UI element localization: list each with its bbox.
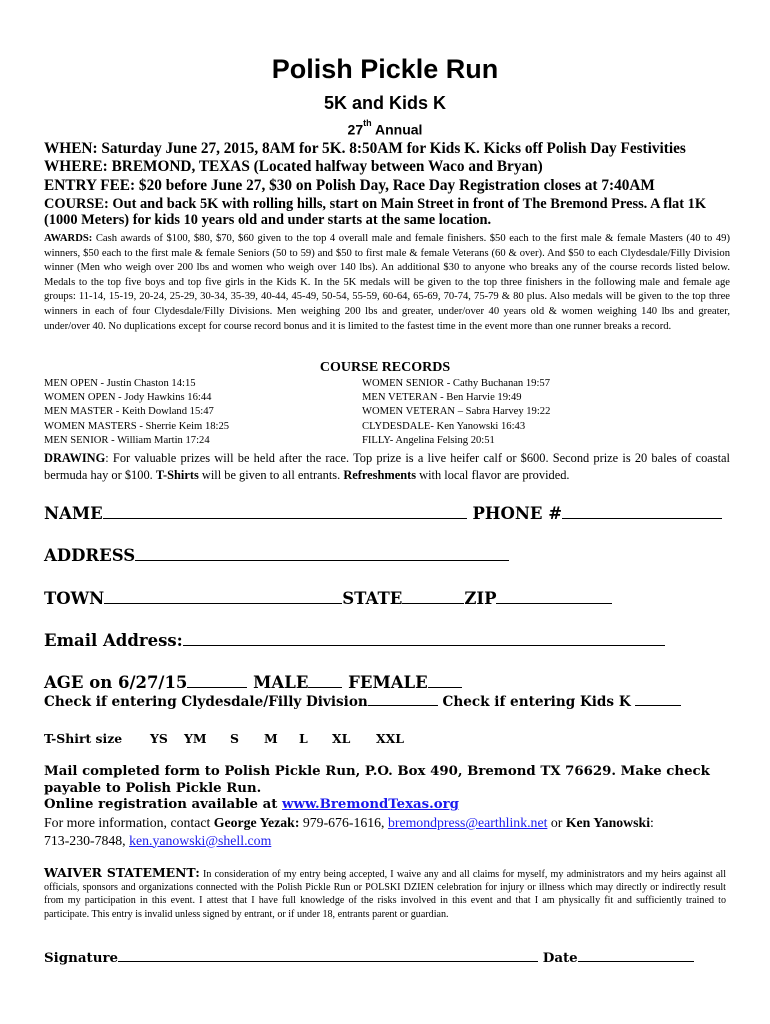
- annual-word: Annual: [375, 121, 423, 138]
- records-left-column: [44, 377, 229, 448]
- contact-phone-1: 979-676-1616,: [299, 815, 388, 830]
- website-link[interactable]: www.BremondTexas.org: [282, 797, 459, 812]
- when-line: WHEN: Saturday June 27, 2015, 8AM for 5K. 8:50AM for Kids K. Kicks off Polish Day Festivities: [44, 140, 686, 157]
- male-checkbox[interactable]: [308, 672, 342, 688]
- tshirt-size-row: [44, 731, 404, 746]
- size-option-ym[interactable]: YM: [184, 731, 207, 746]
- drawing-text: : For valuable prizes will be held after the race. Top prize is a live heifer calf or $600. Second prize is 20 bales of coastal bermuda hay or $100.: [44, 451, 730, 482]
- age-label: AGE on 6/27/15: [44, 673, 188, 692]
- contact-name-2: Ken Yanowski: [565, 815, 651, 830]
- record-item: WOMEN OPEN - Jody Hawkins 16:44: [44, 392, 212, 404]
- date-label: Date: [542, 950, 578, 966]
- town-state-zip-row: [44, 588, 612, 608]
- record-item: MEN SENIOR - William Martin 17:24: [44, 434, 210, 446]
- name-field[interactable]: [103, 503, 467, 519]
- age-field[interactable]: [187, 672, 247, 688]
- tshirts-label: T-Shirts: [155, 468, 199, 482]
- page-title: Polish Pickle Run: [271, 54, 499, 84]
- phone-label: PHONE #: [472, 504, 563, 523]
- kids-label: Check if entering Kids K: [442, 694, 631, 710]
- size-option-xxl[interactable]: XXL: [376, 731, 404, 746]
- annual-suffix: th: [363, 118, 372, 128]
- refreshments-label: Refreshments: [343, 468, 417, 482]
- contact-name-1: George Yezak:: [213, 815, 300, 830]
- course-text: Out and back 5K with rolling hills, start on Main Street in front of The Bremond Press. A flat 1K (1000 Meters) for kids 10 years old and under starts at the same location.: [44, 196, 707, 228]
- size-option-ys[interactable]: YS: [150, 731, 168, 746]
- mail-instructions: [44, 764, 744, 814]
- contact-colon: :: [650, 815, 654, 830]
- division-row: [44, 693, 681, 710]
- course-label: COURSE:: [44, 196, 109, 212]
- awards-label: AWARDS:: [44, 233, 93, 244]
- address-label: ADDRESS: [44, 546, 136, 565]
- address-row: [44, 545, 509, 565]
- waiver-statement: [44, 866, 726, 921]
- awards-text: Cash awards of $100, $80, $70, $60 given to the top 4 overall male and female finishers. $50 each to the first male & female Masters (40 to 49) winners, $50 each to the first male & female Seniors (50 to 59) and $50 to first male & female Veterans (60 & over). And $50 to each Clydesdale/Filly Division winner (Men who weigh over 200 lbs and women who weigh over 140 lbs). An additional $30 to anyone who breaks any of the course records listed below. Medals to the top five boys and top five girls in the Kids K. In the 5K medals will be given to the top three finishers in the following male and female age groups: 11-14, 15-19, 20-24, 25-29, 30-34, 35-39, 40-44, 45-49, 50-54, 55-59, 60-64, 65-69, 70-74, 75-79 & 80 plus. Also medals will be given to the top three winners in each of four Clydesdale/Filly Divisions. Men weighing 200 lbs and greater, under/over 40 years old & women weighing 140 lbs and greater, under/over 40. No duplications except for course record bonus and it is limited to the fastest time in the event more than one runner breaks a record.: [44, 233, 731, 332]
- entry-fee-line: ENTRY FEE: $20 before June 27, $30 on Polish Day, Race Day Registration closes at 7:40AM: [44, 177, 655, 194]
- size-option-xl[interactable]: XL: [332, 731, 351, 746]
- female-label: FEMALE: [348, 673, 428, 692]
- zip-label: ZIP: [464, 589, 497, 608]
- email-field[interactable]: [183, 630, 665, 646]
- name-phone-row: [44, 503, 722, 523]
- record-item: MEN MASTER - Keith Dowland 15:47: [44, 406, 214, 418]
- tshirts-text: will be given to all entrants.: [198, 468, 344, 482]
- tshirt-label: T-Shirt size: [44, 731, 123, 746]
- date-field[interactable]: [578, 949, 694, 962]
- clydesdale-label: Check if entering Clydesdale/Filly Division: [44, 694, 368, 710]
- zip-field[interactable]: [496, 588, 612, 604]
- town-field[interactable]: [104, 588, 342, 604]
- contact-phone-2: 713-230-7848,: [44, 832, 130, 848]
- record-item: MEN OPEN - Justin Chaston 14:15: [44, 378, 196, 389]
- size-option-l[interactable]: L: [299, 731, 308, 746]
- contact-email-1[interactable]: bremondpress@earthlink.net: [387, 815, 548, 830]
- contact-info: [44, 814, 744, 849]
- contact-intro: For more information, contact: [44, 815, 214, 830]
- waiver-label: WAIVER STATEMENT:: [44, 865, 200, 880]
- signature-label: Signature: [44, 950, 119, 966]
- signature-field[interactable]: [118, 949, 538, 962]
- contact-email-2[interactable]: ken.yanowski@shell.com: [129, 832, 272, 848]
- age-gender-row: [44, 672, 462, 692]
- clydesdale-checkbox[interactable]: [368, 693, 438, 706]
- record-item: MEN VETERAN - Ben Harvie 19:49: [362, 392, 522, 404]
- drawing-label: DRAWING: [44, 451, 106, 465]
- record-item: CLYDESDALE- Ken Yanowski 16:43: [362, 420, 526, 432]
- records-right-column: [362, 377, 550, 448]
- annual-number: 27: [347, 121, 364, 138]
- record-item: FILLY- Angelina Felsing 20:51: [362, 434, 495, 446]
- drawing-paragraph: [44, 450, 730, 484]
- mail-line: Mail completed form to Polish Pickle Run, P.O. Box 490, Bremond TX 76629. Make check payable to Polish Pickle Run.: [44, 764, 710, 796]
- record-item: WOMEN MASTERS - Sherrie Keim 18:25: [44, 420, 230, 432]
- signature-row: [44, 949, 694, 966]
- contact-or: or: [547, 815, 566, 830]
- female-checkbox[interactable]: [428, 672, 462, 688]
- male-label: MALE: [253, 673, 309, 692]
- online-label: Online registration available at: [44, 797, 283, 812]
- awards-paragraph: [44, 232, 730, 334]
- kids-checkbox[interactable]: [635, 693, 681, 706]
- email-label: Email Address:: [44, 631, 183, 650]
- refreshments-text: with local flavor are provided.: [416, 468, 570, 482]
- size-option-m[interactable]: M: [264, 731, 278, 746]
- name-label: NAME: [44, 504, 103, 523]
- waiver-text: In consideration of my entry being accepted, I waive any and all claims for myself, my administrators and my heirs against all officials, sponsors and organizations connected with the Polish Pickle Run or POLSKI DZIEN celebration for injury or illness which may directly or indirectly result from my participation in this event. I attest that I have full knowledge of the risks involved in this event and that I am physically fit and sufficiently trained to participate. This entry is invalid unless signed by entrant, or if under 18, entrants parent or guardian.: [44, 869, 726, 920]
- page-subtitle: 5K and Kids K: [323, 93, 447, 113]
- course-records-heading: COURSE RECORDS: [319, 360, 451, 375]
- online-registration: [44, 797, 744, 814]
- annual-label: [0, 118, 770, 138]
- phone-field[interactable]: [562, 503, 722, 519]
- email-row: [44, 630, 665, 650]
- record-item: WOMEN VETERAN – Sabra Harvey 19:22: [362, 406, 551, 418]
- course-description: [44, 196, 734, 228]
- size-option-s[interactable]: S: [230, 731, 239, 746]
- town-label: TOWN: [44, 589, 105, 608]
- address-field[interactable]: [135, 545, 509, 561]
- where-line: WHERE: BREMOND, TEXAS (Located halfway between Waco and Bryan): [44, 158, 543, 175]
- state-field[interactable]: [402, 588, 464, 604]
- record-item: WOMEN SENIOR - Cathy Buchanan 19:57: [362, 378, 551, 389]
- state-label: STATE: [342, 589, 403, 608]
